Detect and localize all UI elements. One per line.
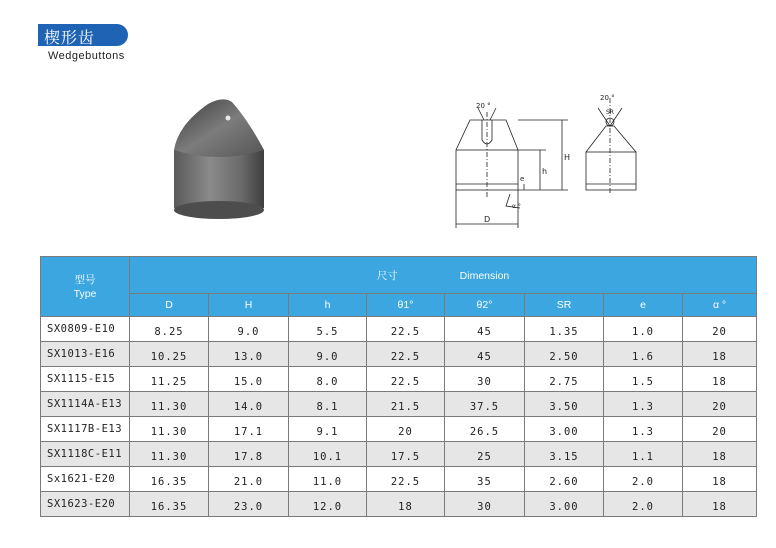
value-cell: 23.0 (209, 492, 289, 517)
value-cell: 3.15 (525, 442, 604, 467)
model-cell: SX1117B-E13 (41, 417, 130, 442)
col-header-D: D (130, 294, 209, 317)
value-cell: 16.35 (130, 467, 209, 492)
type-header-cn: 型号 (74, 273, 96, 286)
value-cell: 20 (367, 417, 445, 442)
h-label: h (542, 167, 548, 176)
col-header-theta1: θ1° (367, 294, 445, 317)
model-cell: SX1013-E16 (41, 342, 130, 367)
angle-label-1: 20 ° (476, 102, 491, 110)
D-label: D (484, 215, 491, 224)
value-cell: 9.0 (289, 342, 367, 367)
value-cell: 10.25 (130, 342, 209, 367)
col-header-alpha: α ° (683, 294, 757, 317)
value-cell: 37.5 (445, 392, 525, 417)
model-cell: SX1115-E15 (41, 367, 130, 392)
col-header-h: h (289, 294, 367, 317)
value-cell: 18 (683, 467, 757, 492)
value-cell: 1.3 (604, 392, 683, 417)
value-cell: 11.0 (289, 467, 367, 492)
value-cell: 3.00 (525, 492, 604, 517)
value-cell: 25 (445, 442, 525, 467)
table-row (41, 492, 757, 517)
table-row (41, 467, 757, 492)
value-cell: 10.1 (289, 442, 367, 467)
col-header-SR: SR (525, 294, 604, 317)
col-header-theta2: θ2° (445, 294, 525, 317)
type-header-en: Type (73, 287, 97, 300)
value-cell: 14.0 (209, 392, 289, 417)
value-cell: 1.3 (604, 417, 683, 442)
model-cell: SX0809-E10 (41, 317, 130, 342)
value-cell: 11.25 (130, 367, 209, 392)
table-row (41, 342, 757, 367)
value-cell: 2.50 (525, 342, 604, 367)
value-cell: 21.5 (367, 392, 445, 417)
value-cell: 2.75 (525, 367, 604, 392)
model-cell: SX1118C-E11 (41, 442, 130, 467)
dimension-header-cn: 尺寸 (376, 269, 398, 282)
model-cell: SX1114A-E13 (41, 392, 130, 417)
value-cell: 22.5 (367, 467, 445, 492)
dimension-header-en: Dimension (459, 269, 510, 282)
value-cell: 26.5 (445, 417, 525, 442)
value-cell: 17.5 (367, 442, 445, 467)
value-cell: 15.0 (209, 367, 289, 392)
value-cell: 5.5 (289, 317, 367, 342)
table-row (41, 367, 757, 392)
value-cell: 8.1 (289, 392, 367, 417)
angle-label-2: 20 ° (600, 94, 615, 102)
model-cell: Sx1621-E20 (41, 467, 130, 492)
table-row (41, 417, 757, 442)
dimension-header (130, 257, 757, 294)
value-cell: 18 (683, 442, 757, 467)
value-cell: 9.0 (209, 317, 289, 342)
value-cell: 18 (367, 492, 445, 517)
value-cell: 1.1 (604, 442, 683, 467)
value-cell: 18 (683, 367, 757, 392)
H-label: H (564, 153, 571, 162)
wedge-tip-drawing (580, 88, 650, 198)
value-cell: 20 (683, 392, 757, 417)
spec-table (40, 256, 757, 517)
value-cell: 22.5 (367, 342, 445, 367)
value-cell: 17.1 (209, 417, 289, 442)
value-cell: 16.35 (130, 492, 209, 517)
value-cell: 2.0 (604, 467, 683, 492)
table-row (41, 317, 757, 342)
value-cell: 11.30 (130, 417, 209, 442)
value-cell: 21.0 (209, 467, 289, 492)
value-cell: 1.6 (604, 342, 683, 367)
section-title-en: Wedgebuttons (48, 50, 125, 62)
section-title-cn: 楔形齿 (44, 28, 96, 47)
value-cell: 30 (445, 367, 525, 392)
col-header-H: H (209, 294, 289, 317)
value-cell: 17.8 (209, 442, 289, 467)
value-cell: 8.0 (289, 367, 367, 392)
value-cell: 22.5 (367, 367, 445, 392)
model-cell: SX1623-E20 (41, 492, 130, 517)
e-label: e (520, 175, 525, 183)
value-cell: 45 (445, 342, 525, 367)
sr-label: SR (606, 109, 614, 116)
value-cell: 20 (683, 317, 757, 342)
value-cell: 9.1 (289, 417, 367, 442)
value-cell: 1.5 (604, 367, 683, 392)
wedge-button-photo (168, 90, 278, 230)
value-cell: 3.00 (525, 417, 604, 442)
value-cell: 22.5 (367, 317, 445, 342)
section-title-badge (38, 24, 128, 46)
value-cell: 3.50 (525, 392, 604, 417)
value-cell: 30 (445, 492, 525, 517)
value-cell: 2.0 (604, 492, 683, 517)
value-cell: 18 (683, 342, 757, 367)
table-row (41, 392, 757, 417)
value-cell: 35 (445, 467, 525, 492)
col-header-e: e (604, 294, 683, 317)
value-cell: 11.30 (130, 392, 209, 417)
alpha-label: α ° (512, 203, 521, 210)
value-cell: 1.0 (604, 317, 683, 342)
value-cell: 1.35 (525, 317, 604, 342)
value-cell: 20 (683, 417, 757, 442)
value-cell: 13.0 (209, 342, 289, 367)
value-cell: 2.60 (525, 467, 604, 492)
value-cell: 11.30 (130, 442, 209, 467)
table-row (41, 442, 757, 467)
value-cell: 12.0 (289, 492, 367, 517)
wedge-dimension-drawing (440, 98, 590, 233)
value-cell: 8.25 (130, 317, 209, 342)
value-cell: 18 (683, 492, 757, 517)
type-header (41, 257, 130, 317)
value-cell: 45 (445, 317, 525, 342)
